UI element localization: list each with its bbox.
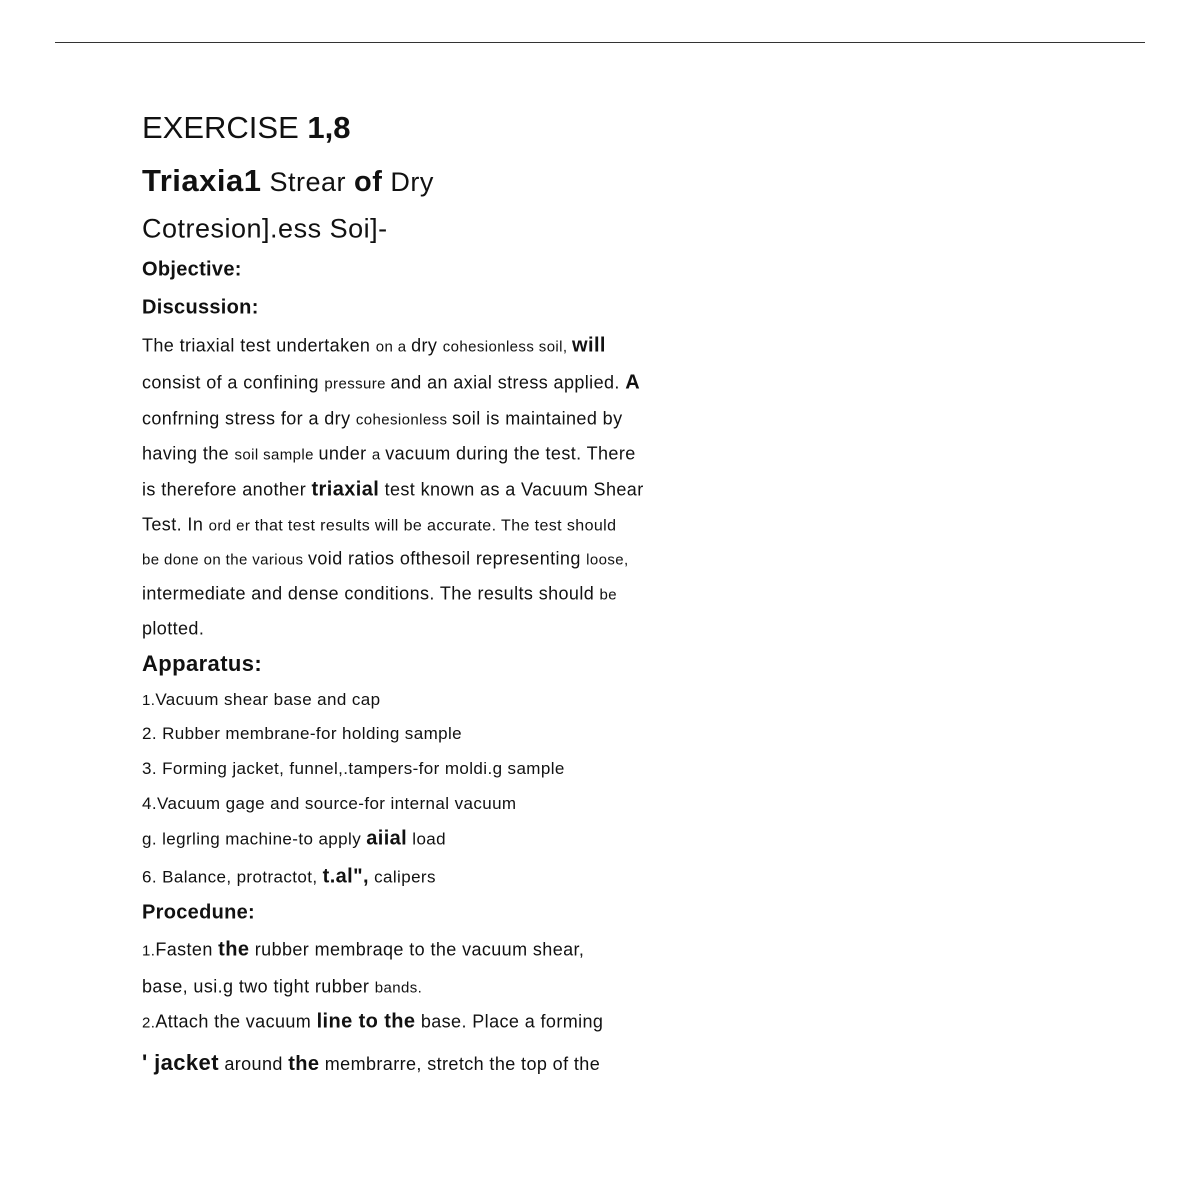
text: under — [318, 443, 372, 464]
subtitle-word: Triaxia1 — [142, 163, 262, 198]
heading-objective: Objective: — [142, 258, 242, 281]
apparatus-item — [142, 828, 446, 851]
text: Attach the vacuum — [155, 1011, 317, 1032]
subtitle-line-1 — [142, 163, 434, 199]
text: membrarre, stretch the top of the — [319, 1054, 601, 1074]
text: will — [572, 334, 606, 357]
discussion-line — [142, 479, 644, 502]
text: consist of a confining — [142, 372, 325, 393]
discussion-line — [142, 515, 616, 536]
apparatus-item — [142, 759, 565, 779]
text: test known as a Vacuum Shear — [379, 479, 644, 500]
text: 1. — [142, 692, 156, 709]
heading-apparatus: Apparatus: — [142, 651, 263, 676]
text: 2. Rubber membrane-for holding sample — [142, 724, 463, 743]
discussion-line — [142, 409, 622, 430]
text: void ratios ofthesoil representing — [307, 548, 587, 569]
subtitle-word: of — [354, 166, 383, 198]
text: that test results will be accurate. — [254, 517, 502, 535]
subtitle-word: Strear — [261, 167, 355, 197]
text: dry — [411, 335, 443, 356]
exercise-title — [142, 110, 351, 146]
text: intermediate and dense conditions. The results should — [142, 583, 600, 604]
apparatus-item — [142, 690, 380, 710]
text: and an axial stress applied. — [390, 372, 626, 393]
text: Fasten — [155, 939, 219, 960]
text: around — [218, 1054, 289, 1074]
text: having the — [142, 443, 235, 464]
text: Vacuum gage and source-for internal vacuum — [156, 794, 517, 813]
text: cohesionless — [355, 411, 452, 429]
text: cohesionless soil, — [442, 338, 573, 356]
text: ' jacket — [142, 1050, 219, 1075]
exercise-number: 1,8 — [307, 110, 351, 145]
text: A — [625, 371, 641, 394]
text: the — [218, 938, 250, 961]
discussion-line — [142, 335, 606, 358]
text: rubber membraqe to the vacuum shear, — [249, 939, 585, 960]
text: 2. — [142, 1014, 156, 1032]
text: ord er — [208, 517, 255, 535]
text: be done on the various — [142, 551, 308, 569]
text: load — [407, 829, 447, 849]
discussion-line — [142, 584, 617, 605]
procedure-line — [142, 939, 584, 962]
text: 3. Forming jacket, funnel,.tampers-for moldi.g sample — [142, 759, 565, 778]
header-rule — [55, 42, 1145, 43]
exercise-label: EXERCISE — [142, 110, 308, 145]
apparatus-item — [142, 724, 462, 744]
subtitle-line-2: Cotresion].ess Soi]- — [142, 213, 388, 244]
text: be — [599, 586, 618, 604]
procedure-line — [142, 1011, 603, 1034]
text: pressure — [324, 375, 391, 393]
text: is therefore another — [142, 479, 312, 500]
text: triaxial — [311, 478, 380, 501]
text: The test should — [501, 517, 617, 535]
apparatus-item — [142, 866, 436, 889]
text: the — [288, 1053, 320, 1075]
apparatus-item — [142, 794, 517, 814]
text: Test. In — [142, 514, 209, 535]
discussion-line — [142, 619, 204, 640]
text: bands. — [374, 979, 423, 997]
heading-discussion: Discussion: — [142, 296, 259, 319]
procedure-line — [142, 977, 422, 998]
text: vacuum during the test. There — [385, 443, 636, 464]
text: aiial — [366, 827, 408, 850]
discussion-line — [142, 549, 629, 570]
text: calipers — [368, 867, 436, 887]
discussion-line — [142, 444, 636, 465]
text: soil sample — [234, 446, 319, 464]
text: base, usi.g two tight rubber — [142, 976, 375, 997]
text: The triaxial test undertaken — [142, 335, 376, 356]
text: base. Place a forming — [415, 1011, 604, 1032]
text: Vacuum shear base and cap — [155, 690, 381, 709]
discussion-line — [142, 372, 640, 395]
text: confrning stress for a dry — [142, 408, 356, 429]
text: soil is maintained by — [451, 408, 623, 429]
text: g. legrling machine-to apply — [142, 829, 367, 849]
text: 4. — [142, 794, 157, 813]
text: 6. Balance, protractot, — [142, 867, 323, 887]
text: 1. — [142, 942, 156, 960]
procedure-line — [142, 1050, 600, 1076]
text: loose, — [586, 551, 629, 569]
text: line to the — [316, 1010, 416, 1033]
text: t.al", — [322, 865, 369, 888]
text: plotted. — [142, 618, 205, 639]
heading-procedure: Procedune: — [142, 901, 256, 924]
text: a — [371, 446, 386, 464]
subtitle-word: Dry — [382, 167, 434, 197]
text: on a — [375, 338, 412, 356]
